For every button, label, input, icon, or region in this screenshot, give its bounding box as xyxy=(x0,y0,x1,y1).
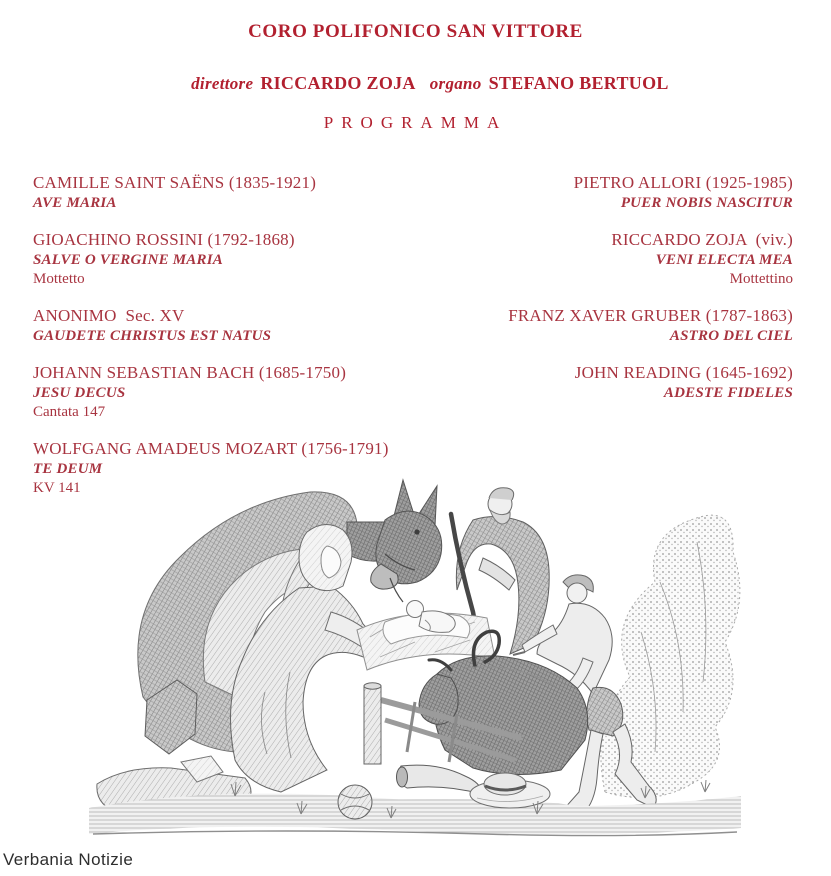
piece-title-line: ADESTE FIDELES xyxy=(663,385,793,401)
program-item xyxy=(33,306,389,346)
organist-name: STEFANO BERTUOL xyxy=(488,73,669,93)
composer-line: JOHN READING (1645-1692) xyxy=(574,363,793,382)
piece-note-line: Mottetto xyxy=(33,271,85,287)
program-item xyxy=(508,230,793,289)
section-heading-programma: PROGRAMMA xyxy=(323,113,508,132)
director-name: RICCARDO ZOJA xyxy=(260,73,416,93)
program-column-right xyxy=(508,173,793,420)
composer-line: WOLFGANG AMADEUS MOZART (1756-1791) xyxy=(33,439,389,458)
shepherd-horn xyxy=(397,765,482,794)
composer-line: JOHANN SEBASTIAN BACH (1685-1750) xyxy=(33,363,347,382)
piece-title-line: TE DEUM xyxy=(33,461,103,477)
piece-note-line: Cantata 147 xyxy=(33,404,106,420)
composer-line: PIETRO ALLORI (1925-1985) xyxy=(573,173,793,192)
program-item xyxy=(508,363,793,403)
role-organo: organo xyxy=(429,74,482,93)
program-item xyxy=(33,173,389,213)
program-item xyxy=(508,173,793,213)
role-direttore: direttore xyxy=(191,74,254,93)
piece-title-line: VENI ELECTA MEA xyxy=(655,252,793,268)
page-title: CORO POLIFONICO SAN VITTORE xyxy=(248,21,583,42)
piece-title-line: AVE MARIA xyxy=(33,195,117,211)
wicker-basket xyxy=(338,785,372,819)
program-item xyxy=(33,230,389,289)
piece-title-line: GAUDETE CHRISTUS EST NATUS xyxy=(33,328,272,344)
composer-line: FRANZ XAVER GRUBER (1787-1863) xyxy=(508,306,793,325)
donkey-figure xyxy=(347,480,442,602)
composer-line: ANONIMO Sec. XV xyxy=(33,306,185,325)
piece-title-line: SALVE O VERGINE MARIA xyxy=(33,252,223,268)
piece-note-line: Mottettino xyxy=(729,271,793,287)
piece-title-line: JESU DECUS xyxy=(33,385,126,401)
nativity-engraving-illustration xyxy=(85,462,745,847)
piece-title-line: PUER NOBIS NASCITUR xyxy=(620,195,793,211)
header xyxy=(0,21,831,115)
piece-title-line: ASTRO DEL CIEL xyxy=(669,328,793,344)
subtitle xyxy=(0,52,831,115)
composer-line: CAMILLE SAINT SAËNS (1835-1921) xyxy=(33,173,317,192)
composer-line: GIOACHINO ROSSINI (1792-1868) xyxy=(33,230,295,249)
program-item xyxy=(33,363,389,422)
piece-note-line: KV 141 xyxy=(33,480,81,496)
wooden-post xyxy=(364,683,381,764)
program-item xyxy=(508,306,793,346)
watermark-verbania-notizie: Verbania Notizie xyxy=(3,850,134,869)
composer-line: RICCARDO ZOJA (viv.) xyxy=(611,230,793,249)
